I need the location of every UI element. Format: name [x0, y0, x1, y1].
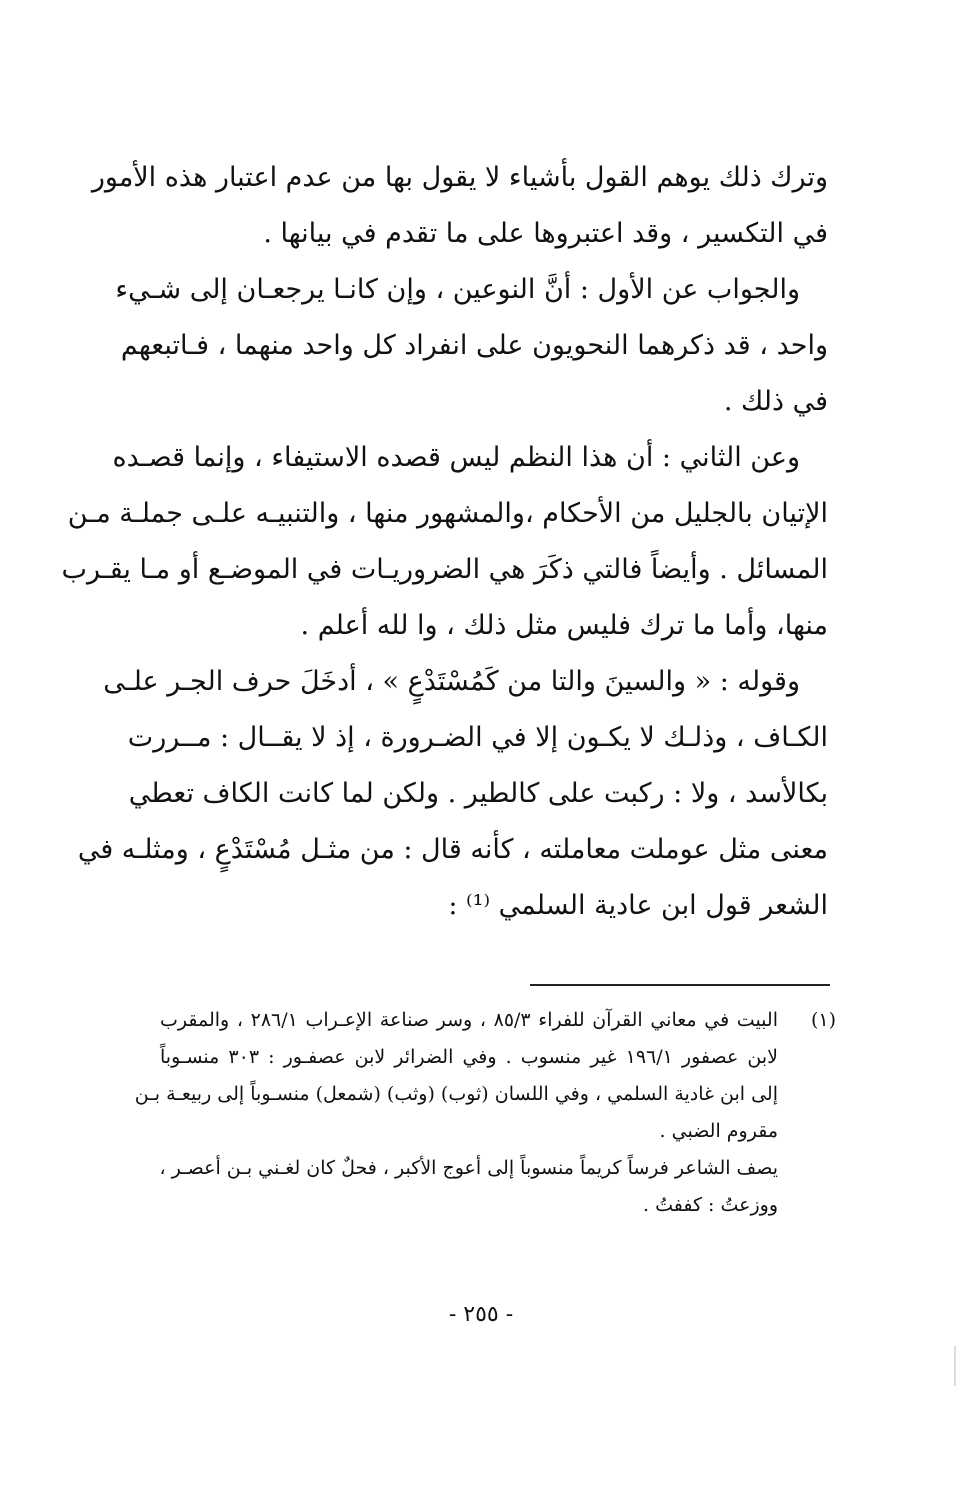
- footnote-line: ووزعتُ : كففتُ .: [642, 1194, 778, 1216]
- main-text: [61, 150, 828, 934]
- text-line: وعن الثاني : أن هذا النظم ليس قصده الاستيفاء ، وإنما قصـده: [112, 442, 800, 473]
- scan-edge-mark: [954, 1346, 956, 1386]
- footnote-line: مقروم الضبي .: [659, 1120, 778, 1142]
- text-line: الشعر قول ابن عادية السلمي ⁽¹⁾ :: [448, 890, 828, 921]
- footnote-line: يصف الشاعر فرساً كريماً منسوباً إلى أعوج الأكبر ، فحلٌ كان لغـني بـن أعصـر ،: [159, 1157, 778, 1179]
- footnote-separator: [530, 984, 830, 986]
- text-line: منها، وأما ما ترك فليس مثل ذلك ، وا لله أعلم .: [300, 610, 828, 641]
- text-line: وقوله : « والسينَ والتا من كَمُسْتَدْعٍ » ، أدخَلَ حرف الجـر علـى: [103, 666, 800, 697]
- text-line: بكالأسد ، ولا : ركبت على كالطير . ولكن لما كانت الكاف تعطي: [128, 778, 828, 809]
- text-line: الكـاف ، وذلـك لا يكـون إلا في الضـرورة ، إذ لا يقــال : مــررت: [127, 722, 828, 753]
- footnote-line: البيت في معاني القرآن للفراء ٨٥/٣ ، وسر صناعة الإعـراب ٢٨٦/١ ، والمقرب: [160, 1009, 778, 1031]
- text-line: معنى مثل عوملت معاملته ، كأنه قال : من مثـل مُسْتَدْعٍ ، ومثلـه في: [77, 834, 828, 865]
- text-line: والجواب عن الأول : أنَّ النوعين ، وإن كانـا يرجعـان إلى شـيء: [115, 274, 800, 305]
- text-line: في التكسير ، وقد اعتبروها على ما تقدم في بيانها .: [263, 218, 828, 249]
- text-line: وترك ذلك يوهم القول بأشياء لا يقول بها من عدم اعتبار هذه الأمور: [91, 162, 828, 193]
- text-line: الإتيان بالجليل من الأحكام ،والمشهور منها ، والتنبيـه علـى جملـة مـن: [67, 498, 828, 529]
- footnote-number: (١): [810, 1009, 836, 1031]
- footnote-line: إلى ابن غادية السلمي ، وفي اللسان (ثوب) (وثب) (شمعل) منسـوباً إلى ربيعـة بـن: [134, 1083, 778, 1105]
- text-line: المسائل . وأيضاً فالتي ذكَرَ هي الضروريـات في الموضـع أو مـا يقـرب: [61, 554, 828, 585]
- footnote-line: لابن عصفور ١٩٦/١ غير منسوب . وفي الضرائر لابن عصفـور : ٣٠٣ منسـوباً: [160, 1046, 778, 1068]
- footnotes: [134, 1002, 836, 1224]
- page-number: - ٢٥٥ -: [448, 1302, 514, 1327]
- text-line: في ذلك .: [723, 386, 828, 417]
- text-line: واحد ، قد ذكرهما النحويون على انفراد كل واحد منهما ، فـاتبعهم: [120, 330, 828, 361]
- footnote-item: [134, 1002, 836, 1224]
